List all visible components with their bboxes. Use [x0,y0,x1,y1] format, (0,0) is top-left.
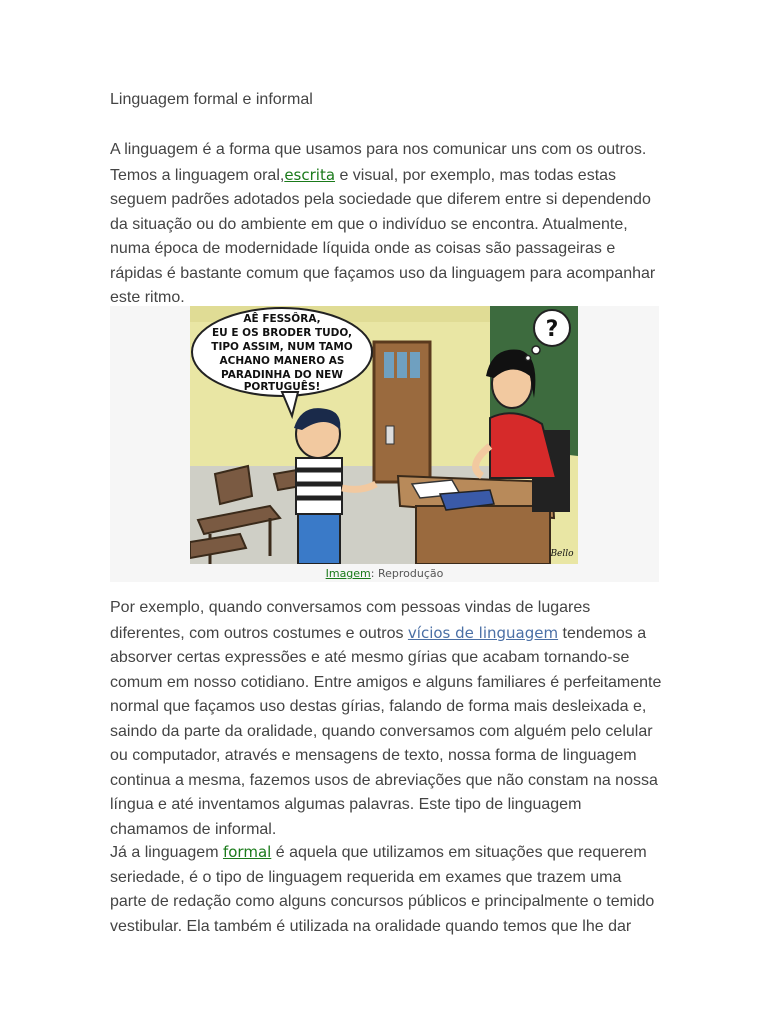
speech-line: TIPO ASSIM, NUM TAMO [211,341,353,353]
speech-line: AÊ FESSÔRA, [243,313,321,325]
paragraph-informal [110,596,662,842]
speech-line: PARADINHA DO NEW [221,369,343,381]
speech-line: ACHANO MANERO AS [219,355,345,367]
speech-line: EU E OS BRODER TUDO, [211,327,353,339]
paragraph-text: e visual, por exemplo, mas todas estas seguem padrões adotados pela sociedade que diferem entre si dependendo da situação ou do ambiente em que o indivíduo se encontra. Atualmente, numa época de modernidade líquida onde as coisas são passageiras e rápidas é bastante comum que façamos uso da linguagem para acompanhar este ritmo. [110,166,656,306]
link-escrita[interactable]: escrita [284,165,336,184]
link-formal[interactable]: formal [222,843,272,861]
speech-line: PORTUGUÊS! [243,381,321,393]
paragraph-text: é aquela que utilizamos em situações que requerem seriedade, é o tipo de linguagem requerida em exames que trazem uma parte de redação como alguns concursos públicos e principalmente o temido vestibular. Ela também é utilizada na oralidade quando temos que lhe dar [110,844,655,935]
cartoon-image [190,306,578,564]
paragraph-text: Por exemplo, quando conversamos com pessoas vindas de lugares diferentes, com outros costumes e outros [110,599,591,642]
paragraph-text: tendemos a absorver certas expressões e até mesmo gírias que acabam tornando-se comum em nosso cotidiano. Entre amigos e alguns familiares é perfeitamente normal que façamos uso destas gírias, falando de forma mais desleixada e, saindo da parte da oralidade, quando conversamos com alguém pelo celular ou computador, através e mensagens de texto, nossa forma de linguagem continua a mesma, fazemos usos de abreviações que não constam na nossa língua e até inventamos algumas palavras. Este tipo de linguagem chamamos de informal. [110,624,662,838]
question-mark: ? [545,317,559,342]
paragraph-text: A linguagem é a forma que usamos para nos comunicar uns com os outros. Temos a linguagem oral, [110,141,647,184]
link-vicios-de-linguagem[interactable]: vícios de linguagem [407,623,559,642]
page-title: Linguagem formal e informal [110,91,313,108]
paragraph-formal [110,840,662,939]
caption-link[interactable]: Imagem [325,567,371,580]
caption-text: : Reprodução [370,567,444,580]
figure [110,306,659,582]
paragraph-intro [110,138,662,311]
artist-signature: Bello [550,549,574,559]
figure-caption [110,566,659,582]
paragraph-text: Já a linguagem [110,844,223,861]
